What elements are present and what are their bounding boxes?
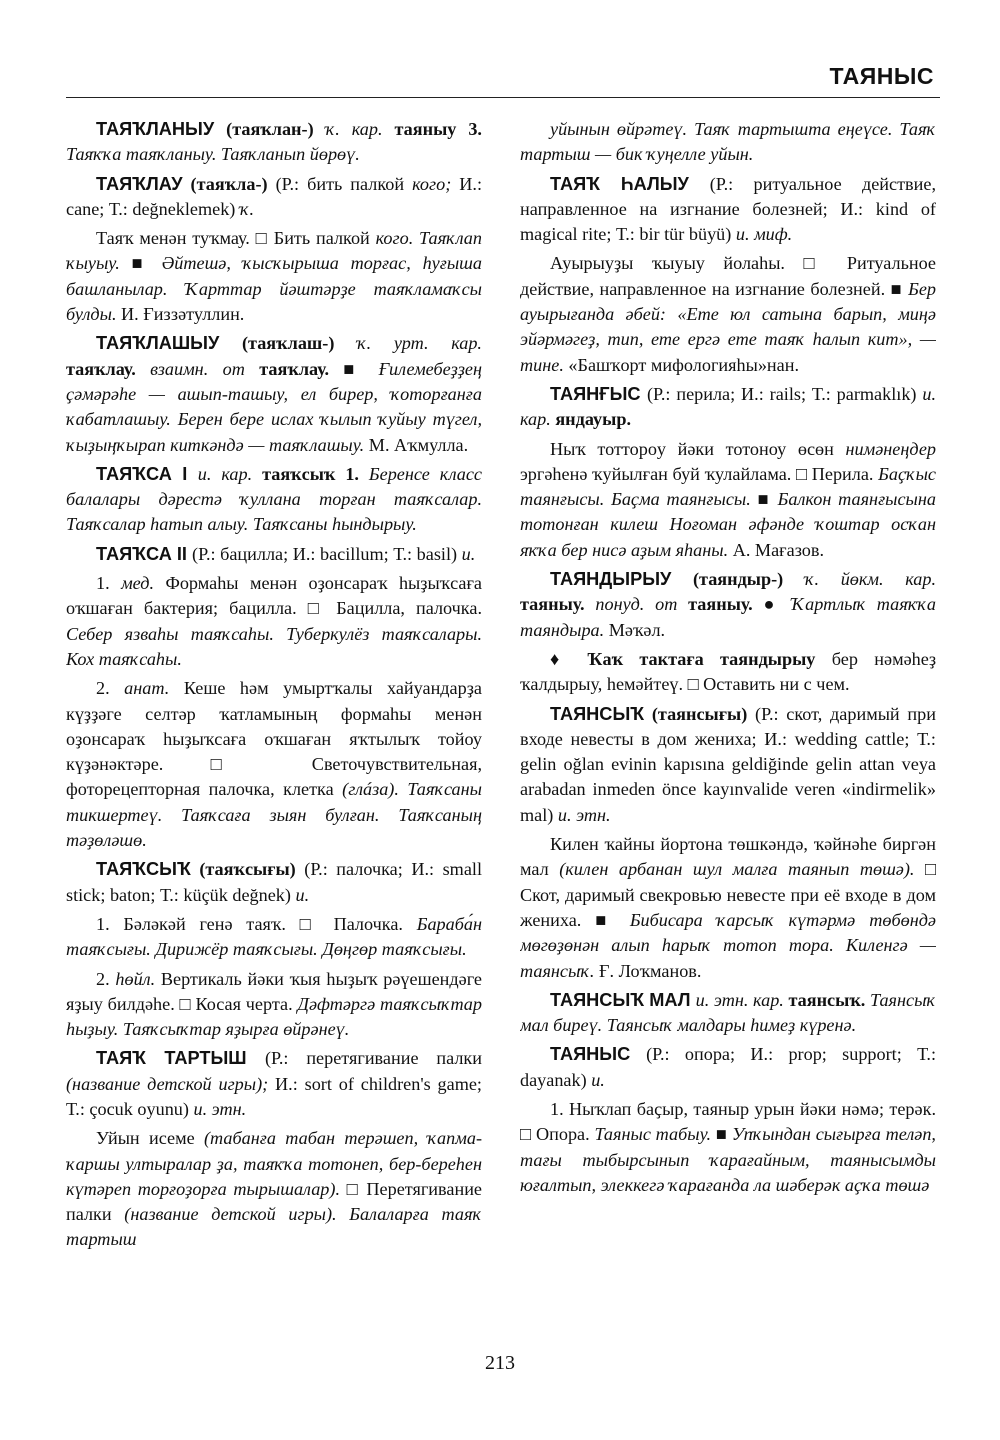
entry-text: Ауырыуҙы ҡыуыу йолаһы. □ Ритуальное действие, направленное на изгнание болезней. ■ [520,253,936,299]
italic-text: нимәнеңдер [845,438,936,459]
dictionary-entry [66,676,482,853]
dictionary-entry [520,1042,936,1093]
italic-text: кого; [412,173,460,194]
italic-text: Ҡартлыҡ таяҡҡа таяндыра. [520,594,936,640]
dictionary-entry [66,226,482,327]
entry-text: бер нәмәһеҙ ҡалдырыу, һемәйтеү. □ Оставить ни с чем. [520,648,936,695]
dictionary-entry [66,172,482,223]
italic-text: (килен арбанан шул малға таянып төшә). [559,859,925,880]
entry-text: Вертикаль йәки ҡыя һыҙыҡ рәүешендәге яҙыу билдәһе. □ Косая черта. [66,968,482,1014]
entry-text: Таяҡ менән туҡмау. □ Бить палкой [96,228,376,249]
left-column [66,117,482,1342]
bold-text: таяҡсыҡ 1. [262,463,369,484]
dictionary-entry [520,832,936,984]
entry-text: 1. Бәләкәй генә таяҡ. □ Палочка. [96,913,417,934]
bold-text: таяныу. [520,594,596,615]
entry-text: 2. [96,968,116,989]
italic-text: и. кар. [197,463,263,484]
entry-text: (Р.: бить палкой [275,173,413,194]
bold-text: таяныу 3. [394,119,482,139]
entry-text: Ныҡ тотторoу йәки тотоноу өсөн [550,438,846,459]
italic-text: Бибисара ҡарсыҡ күтәрмә төбөндә мөгөҙөнән алып һарыҡ тотоп тора. Киленгә — таянсыҡ. [520,909,936,981]
dictionary-entry [520,251,936,377]
bold-text: ♦ Ҡаҡ тактаға таяндырыу [550,648,832,669]
italic-text: Себер язваһы таяҡсаһы. Туберкулёз таяҡсалары. Кох таяҡсаһы. [66,623,482,669]
italic-text: мед. [121,573,166,594]
entry-text: □ Перетягивание палки [66,1178,482,1225]
headword: ТАЯҠСА II [96,543,193,564]
entry-text: (Р.: ритуальное действие, направленное на изгнание болезней; И.: kind of magical rite; Т.: bir tür büyü) [520,173,936,245]
italic-text: Ғилемебеҙҙең ҫәмәрәһе — ашып-ташыу, ел бирер, ҡоторғанға ҡабатлашыу. Берен бере ислах ҡылып ҡуйыу түгел, ҡыҙыңҡырап киткәндә — таяҡлашыу. [66,358,482,455]
bold-text: (таянсығы) [644,703,756,724]
italic-text: (название детской игры); [66,1073,276,1094]
entry-text: 2. [96,678,125,699]
bold-text: (таяндыр-) [671,569,805,590]
entry-text: Уйын исеме [96,1128,204,1149]
entry-text: А. Мағазов. [732,539,824,560]
headword: ТАЯҠЛАНЫУ [96,119,215,139]
entry-text: Формаһы менән оҙонсараҡ һыҙыҡсаға оҡшаған бактерия; бацилла. □ Бацилла, палочка. [66,573,482,619]
entry-text: (Р.: бацилла; И.: bacillum; Т.: basil) [192,543,462,564]
right-column [520,117,936,1342]
dictionary-entry [66,571,482,672]
dictionary-entry [520,988,936,1039]
dictionary-entry [520,172,936,248]
dictionary-entry [520,437,936,563]
italic-text: Бер ауырығанда әбей: «Ете юл сатына барып, миңә эйәрмәгеҙ, тип, ете ергә ете таяҡ һалып кит», — тине. [520,278,936,375]
dictionary-entry [66,542,482,567]
dictionary-entry [66,462,482,538]
bold-text: (таяҡсығы) [190,859,305,880]
italic-text: Баҫҡыс таянғысы. Баҫма таянғысы. [520,463,936,510]
italic-text: (глáза). Таяҡсаны тикшертеү. Таяҡсаға зыян булған. Таяҡсаның тәҙөләшө. [66,779,482,851]
headword: ТАЯНҒЫС [550,383,647,404]
italic-text: взаимн. от [150,358,260,379]
entry-text: И.: cane; Т.: değneklemek) [66,173,482,219]
italic-text: и. этн. [193,1098,247,1119]
italic-text: и. этн. кар. [695,989,789,1010]
dictionary-entry [520,382,936,433]
entry-text: □ Скот, даримый свекровью невесте при её входе в дом жениха. ■ [520,859,936,930]
entry-text: ● [763,594,792,615]
dictionary-entry [520,1097,936,1198]
italic-text: уйынын өйрәтеү. Таяҡ тартышта еңеүсе. Таяҡ тартыш — бик ҡуңелле уйын. [520,119,936,165]
entry-text: Ғ. Лоҡманов. [599,960,702,981]
bold-text: (таяҡла-) [182,173,276,194]
italic-text: и. этн. [557,804,611,825]
dictionary-entry [66,1126,482,1252]
header-rule [66,97,940,98]
entry-text: эргәһенә ҡуйылған буй ҡулайлама. □ Перила. [520,463,879,484]
entry-text: (Р.: перила; И.: rails; Т.: parmaklık) [646,383,923,404]
headword: ТАЯҠ ҺАЛЫУ [550,173,710,194]
italic-text: ҡ. йөкм. кар. [804,569,936,590]
headword: ТАЯНСЫҠ МАЛ [550,989,696,1010]
running-head: ТАЯНЫС [829,63,934,89]
bold-text: (таяҡлан-) [214,119,326,139]
italic-text: анат. [124,678,184,699]
headword: ТАЯҠСЫҠ [96,859,191,880]
italic-text: Таянсыҡ мал биреү. Таянсыҡ малдары һимеҙ күренә. [520,989,936,1036]
headword: ТАЯҠЛАУ [96,173,183,194]
entry-text: ■ [757,489,778,510]
entry-text: Килен ҡайны йортона төшкәндә, ҡәйнәһе биргән мал [520,834,936,880]
dictionary-entry [66,331,482,457]
bold-text: таяныу. [688,594,764,615]
entry-text: ■ [715,1124,732,1145]
italic-text: Дәфтәргә таяҡсыҡтар һыҙыу. Таяҡсыҡтар яҙырға өйрәнеү. [66,993,482,1040]
italic-text: и. [591,1069,605,1090]
italic-text: (табанға табан терәшеп, ҡапма-ҡаршы ултыралар ҙа, таяҡҡа тотонеп, бер-береһен күтәреп торғоҙорға тырышалар). [66,1128,482,1199]
dictionary-entry [520,567,936,643]
page-number: 213 [485,1352,515,1374]
italic-text: ҡ. урт. кар. [357,333,482,354]
headword: ТАЯНСЫҠ [550,703,645,724]
dictionary-entry [66,1046,482,1122]
dictionary-entry [66,857,482,908]
italic-text: һөйл. [115,968,161,989]
headword: ТАЯҠ ТАРТЫШ [96,1048,265,1069]
entry-text: 1. Ныҡлап баҫыр, таяныр урын йәки нәмә; терәк. □ Опора. [520,1098,936,1145]
entry-text: М. Аҡмулла. [368,434,469,455]
entry-text: Мәҡәл. [608,619,666,640]
italic-text: кого. Таяҡлап ҡыуыу. [66,228,482,274]
italic-text: Беренсе класс балалары дәрестә ҡуллана торған таяҡсалар. Таяҡсалар һатып алыу. Таяҡсаны һындырыу. [66,463,482,535]
dictionary-entry [66,912,482,963]
headword: ТАЯНЫС [550,1044,647,1065]
italic-text: Таяҡҡа таяҡланыу. Таяҡланып йөрөү. [66,144,360,165]
headword: ТАЯНДЫРЫУ [550,569,672,590]
italic-text: ҡ. кар. [325,119,395,139]
italic-text: и. [461,543,476,564]
dictionary-entry [520,117,936,168]
italic-text: Бараба́н таяҡсығы. Дирижёр таяҡсығы. Дөңгөр таяҡсығы. [66,913,482,960]
italic-text: понуд. от [595,594,689,615]
bold-text: яндауыр. [555,409,631,430]
entry-text: (Р.: палочка; И.: small stick; baton; Т.: küçük değnek) [66,859,482,905]
italic-text: и. [295,884,310,905]
entry-text: (Р.: скот, даримый при входе невесты в дом жениха; И.: wedding cattle; Т.: gelin oğlan evinin kapısına geldiğinde gelin attan veya arabadan inmeden önce kayınvalide veren «indirmelik» mal) [520,703,936,825]
italic-text: Балкон таянғысына тотонған килеш Ноғоман әфәнде ҡоштар осҡан яҡҡа бер нисә аҙым яһаны. [520,489,936,560]
italic-text: и. кар. [520,383,936,430]
headword: ТАЯҠСА I [96,463,198,484]
bold-text: (таяҡлаш-) [219,333,358,354]
entry-text: Кеше һәм умыртҡалы хайуандарҙа күҙҙәге селтәр ҡатламының формаһы менән оҙонсараҡ һыҙыҡсаға оҡшаған яҡтылыҡ тойоу күҙәнәктәре. □ Светочувствительная, фоторецепторная палочка, клетка [66,678,482,800]
italic-text: Упҡындан сығырға теләп, тағы тыбырсынып ҡарағайным, таянысымды юғалтып, элеккегә ҡарағанда ла шәберәк аҫҡа төшә [520,1124,936,1195]
entry-text: (Р.: опора; И.: prop; support; Т.: dayanak) [520,1044,936,1090]
entry-text: «Башҡорт мифологияһы»нан. [568,354,800,375]
italic-text: Әйтешә, ҡысҡырыша торғас, һуғыша башланылар. Ҡарттар йәштәрҙе таяҡламаҡсы булды. [66,253,482,325]
entry-text: И. Ғиззәтуллин. [121,304,245,325]
dictionary-entry [520,647,936,698]
bold-text: таянсыҡ. [788,989,870,1010]
entry-text: ■ [343,358,379,379]
dictionary-entry [520,702,936,828]
entry-text: И.: sort of children's game; Т.: çocuk oyunu) [66,1073,482,1119]
italic-text: Таяныс табыу. [594,1124,716,1145]
dictionary-entry [66,117,482,168]
italic-text: и. миф. [735,224,793,245]
headword: ТАЯҠЛАШЫУ [96,333,220,354]
italic-text: ҡ. [239,198,255,219]
entry-text: (Р.: перетягивание палки [264,1048,482,1069]
dictionary-entry [66,967,482,1043]
entry-text: ■ [131,253,162,274]
bold-text: таяҡлау. [259,358,344,379]
entry-text: 1. [96,573,122,594]
italic-text: (название детской игры). Балаларға таяҡ тартыш [66,1204,482,1250]
bold-text: таяҡлау. [66,358,151,379]
